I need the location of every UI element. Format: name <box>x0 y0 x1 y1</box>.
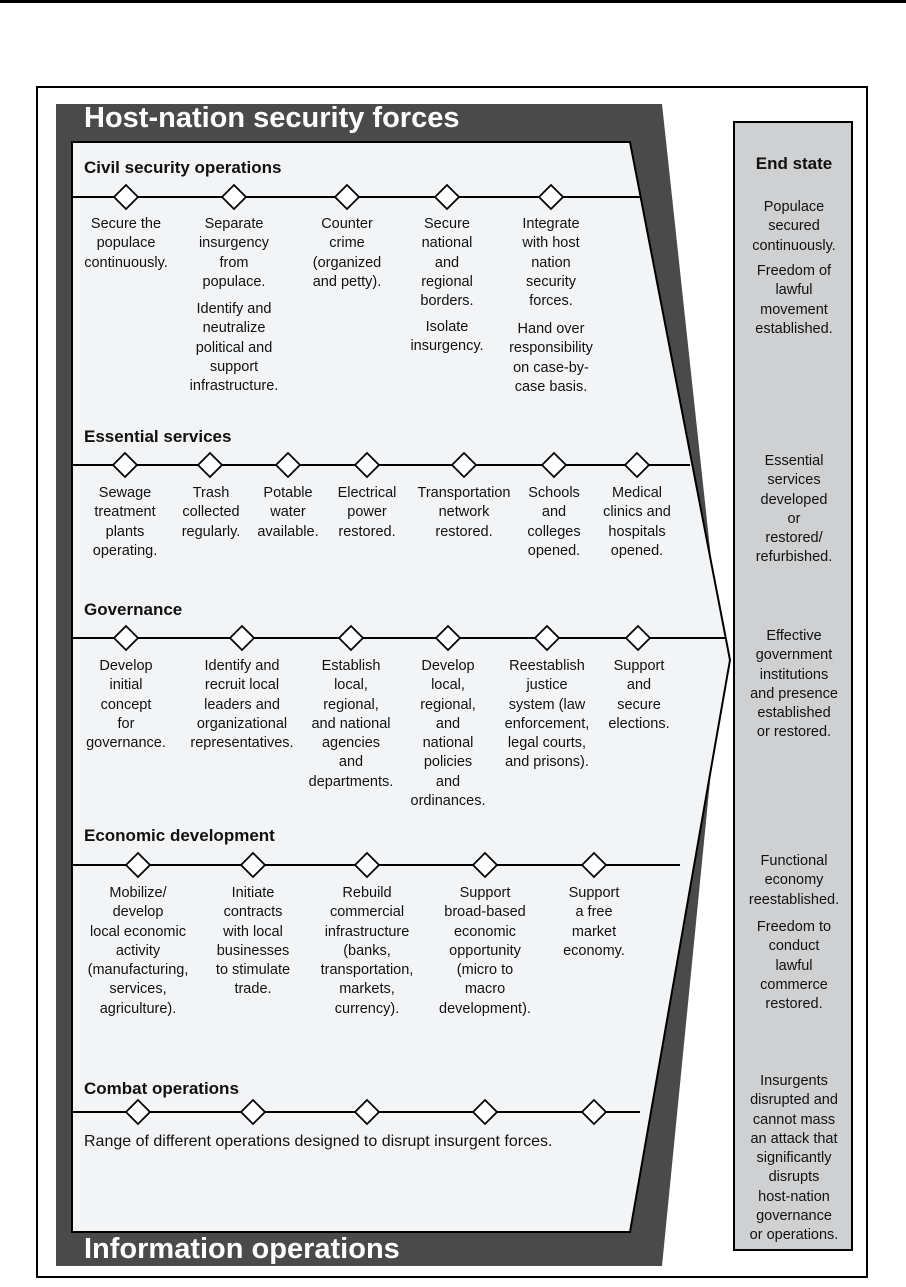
governance-item: Identify and recruit local leaders and organizational representatives. <box>190 658 294 752</box>
civil-item: Hand over responsibility on case-by- case basis. <box>509 321 593 395</box>
economic-item: Rebuild commercial infrastructure (banks, transportation, markets, currency). <box>320 885 414 1017</box>
economic-item: Support a free market economy. <box>563 885 625 959</box>
civil-item: Identify and neutralize political and support infrastructure. <box>189 301 279 395</box>
end-state-item: Freedom to conduct lawful commerce restored. <box>756 919 832 1013</box>
economic-item: Initiate contracts with local businesses to stimulate trade. <box>215 885 291 998</box>
civil-item: Integrate with host nation security forces. <box>522 216 580 310</box>
civil-item: Isolate insurgency. <box>410 319 484 355</box>
essential-item: Trash collected regularly. <box>181 485 241 540</box>
governance-item: Support and secure elections. <box>608 658 670 732</box>
governance-heading: Governance <box>84 600 183 619</box>
essential-item: Sewage treatment plants operating. <box>92 485 158 559</box>
essential-item: Medical clinics and hospitals opened. <box>603 485 671 559</box>
essential-item: Potable water available. <box>257 485 319 540</box>
civil-item: Counter crime (organized and petty). <box>312 216 382 290</box>
combat-operations-text: Range of different operations designed to disrupt insurgent forces. <box>84 1133 553 1150</box>
end-state-item: Insurgents disrupted and cannot mass an attack that significantly disrupts host-nation governance or operations. <box>749 1073 839 1244</box>
governance-item: Develop local, regional, and national policies and ordinances. <box>410 658 486 810</box>
essential-services-heading: Essential services <box>84 427 232 446</box>
civil-item: Separate insurgency from populace. <box>198 216 270 290</box>
governance-item: Reestablish justice system (law enforcement, legal courts, and prisons). <box>504 658 590 771</box>
civil-item: Secure the populace continuously. <box>84 216 168 271</box>
end-state-item: Populace secured continuously. <box>752 199 836 254</box>
civil-security-heading: Civil security operations <box>84 158 282 177</box>
end-state-item: Essential services developed or restored/ refurbished. <box>755 453 833 566</box>
host-nation-title: Host-nation security forces <box>84 102 460 134</box>
economic-development-heading: Economic development <box>84 826 275 845</box>
end-state-heading: End state <box>755 154 833 173</box>
essential-item: Transportation network restored. <box>417 485 511 540</box>
information-operations-title: Information operations <box>84 1233 400 1265</box>
civil-item: Secure national and regional borders. <box>420 216 474 310</box>
economic-item: Mobilize/ develop local economic activity (manufacturing, services, agriculture). <box>87 885 189 1017</box>
end-state-item: Effective government institutions and presence established or restored. <box>750 628 838 741</box>
end-state-item: Functional economy reestablished. <box>748 853 840 908</box>
economic-item: Support broad-based economic opportunity (micro to macro development). <box>439 885 531 1017</box>
combat-operations-heading: Combat operations <box>84 1079 239 1098</box>
governance-item: Establish local, regional, and national agencies and departments. <box>308 658 394 790</box>
end-state-item: Freedom of lawful movement established. <box>755 263 833 337</box>
essential-item: Electrical power restored. <box>337 485 397 540</box>
governance-item: Develop initial concept for governance. <box>86 658 166 752</box>
essential-item: Schools and colleges opened. <box>527 485 581 559</box>
